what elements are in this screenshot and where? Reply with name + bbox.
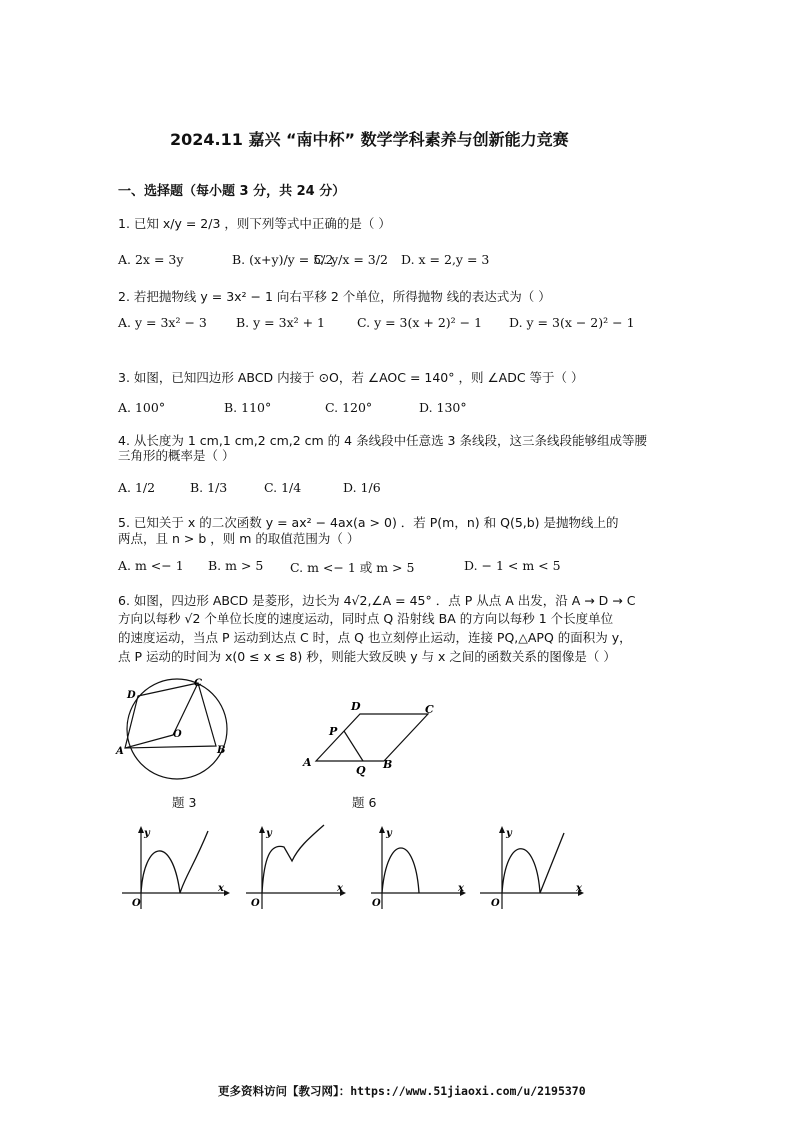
- figure-question-3: [110, 672, 245, 787]
- origin-label: O: [372, 898, 381, 909]
- label-c: C: [194, 678, 202, 689]
- origin-label: O: [132, 898, 141, 909]
- q5-option-b: B. m > 5: [208, 558, 264, 573]
- label-p: P: [329, 725, 338, 738]
- y-label: y: [266, 828, 272, 839]
- question-3-stem: 3. 如图，已知四边形 ABCD 内接于 ⊙O，若 ∠AOC = 140° ，则 ∠ADC 等于（ ）: [118, 370, 584, 385]
- question-6-line3: 的速度运动，当点 P 运动到达点 C 时，点 Q 也立刻停止运动，连接 PQ,△APQ 的面积为 y，: [118, 630, 632, 645]
- q2-option-a: A. y = 3x² − 3: [118, 315, 207, 330]
- q2-option-b: B. y = 3x² + 1: [236, 315, 326, 330]
- q5-option-d: D. − 1 < m < 5: [464, 558, 561, 573]
- label-d: D: [127, 690, 136, 701]
- q1-option-a: A. 2x = 3y: [118, 252, 184, 267]
- question-1-stem: 1. 已知 x/y = 2/3 ，则下列等式中正确的是（ ）: [118, 216, 391, 231]
- question-4-line1: 4. 从长度为 1 cm,1 cm,2 cm,2 cm 的 4 条线段中任意选 3 条线段，这三条线段能够组成等腰: [118, 433, 647, 448]
- question-6-line4: 点 P 运动的时间为 x(0 ≤ x ≤ 8) 秒，则能大致反映 y 与 x 之间的函数关系的图像是（ ）: [118, 649, 616, 664]
- label-q: Q: [356, 764, 366, 777]
- q1-option-b: B. (x+y)/y = 5/2: [232, 252, 334, 267]
- curve: [382, 848, 419, 893]
- graph-option-b: [242, 823, 357, 913]
- y-axis-arrow-icon: [379, 826, 385, 833]
- q3-option-a: A. 100°: [118, 400, 166, 415]
- label-b: B: [383, 758, 393, 771]
- origin-label: O: [491, 898, 500, 909]
- x-label: x: [218, 883, 224, 894]
- q2-option-c: C. y = 3(x + 2)² − 1: [357, 315, 483, 330]
- x-label: x: [337, 883, 343, 894]
- page-title: 2024.11 嘉兴 “南中杯” 数学学科素养与创新能力竞赛: [170, 130, 569, 149]
- label-c: C: [425, 703, 434, 716]
- q3-option-d: D. 130°: [419, 400, 467, 415]
- q4-option-a: A. 1/2: [118, 480, 156, 495]
- y-axis-arrow-icon: [499, 826, 505, 833]
- graph-option-d: [478, 823, 593, 913]
- label-a: A: [116, 746, 124, 757]
- graph-option-a: [118, 823, 233, 913]
- question-4-line2: 三角形的概率是（ ）: [118, 448, 235, 463]
- q3-option-b: B. 110°: [224, 400, 272, 415]
- y-label: y: [386, 828, 392, 839]
- section-heading: 一、选择题（每小题 3 分，共 24 分）: [118, 184, 346, 199]
- y-label: y: [506, 828, 512, 839]
- segment-ao: [125, 735, 173, 748]
- quadrilateral-abcd: [125, 683, 216, 748]
- curve: [502, 833, 564, 893]
- q3-option-c: C. 120°: [325, 400, 373, 415]
- x-label: x: [576, 883, 582, 894]
- x-label: x: [458, 883, 464, 894]
- q5-option-c: C. m <− 1 或 m > 5: [290, 560, 415, 575]
- question-5-line2: 两点，且 n > b ，则 m 的取值范围为（ ）: [118, 531, 360, 546]
- figure-3-caption: 题 3: [172, 795, 197, 810]
- q1-option-d: D. x = 2,y = 3: [401, 252, 490, 267]
- label-d: D: [351, 700, 361, 713]
- question-5-line1: 5. 已知关于 x 的二次函数 y = ax² − 4ax(a > 0) ．若 P(m，n) 和 Q(5,b) 是抛物线上的: [118, 515, 619, 530]
- question-2-stem: 2. 若把抛物线 y = 3x² − 1 向右平移 2 个单位，所得抛物 线的表达式为（ ）: [118, 289, 551, 304]
- segment-oc: [173, 683, 198, 735]
- x-axis-arrow-icon: [224, 890, 230, 896]
- q4-option-c: C. 1/4: [264, 480, 302, 495]
- label-o: O: [173, 729, 182, 740]
- figure-6-caption: 题 6: [352, 795, 377, 810]
- label-b: B: [217, 745, 226, 756]
- footer-link[interactable]: 更多资料访问【教习网】：https://www.51jiaoxi.com/u/2195370: [218, 1084, 586, 1098]
- q5-option-a: A. m <− 1: [118, 558, 184, 573]
- question-6-line2: 方向以每秒 √2 个单位长度的速度运动，同时点 Q 沿射线 BA 的方向以每秒 1 个长度单位: [118, 611, 614, 626]
- origin-label: O: [251, 898, 260, 909]
- y-label: y: [144, 828, 150, 839]
- q2-option-d: D. y = 3(x − 2)² − 1: [509, 315, 635, 330]
- figure-question-6: [296, 697, 446, 777]
- q4-option-d: D. 1/6: [343, 480, 381, 495]
- label-a: A: [303, 756, 312, 769]
- segment-pq: [344, 731, 363, 761]
- curve: [141, 831, 208, 893]
- q4-option-b: B. 1/3: [190, 480, 228, 495]
- q1-option-c: C. y/x = 3/2: [314, 252, 388, 267]
- question-6-line1: 6. 如图，四边形 ABCD 是菱形，边长为 4√2,∠A = 45° ．点 P 从点 A 出发，沿 A → D → C: [118, 593, 636, 608]
- graph-option-c: [365, 823, 475, 913]
- y-axis-arrow-icon: [259, 826, 265, 833]
